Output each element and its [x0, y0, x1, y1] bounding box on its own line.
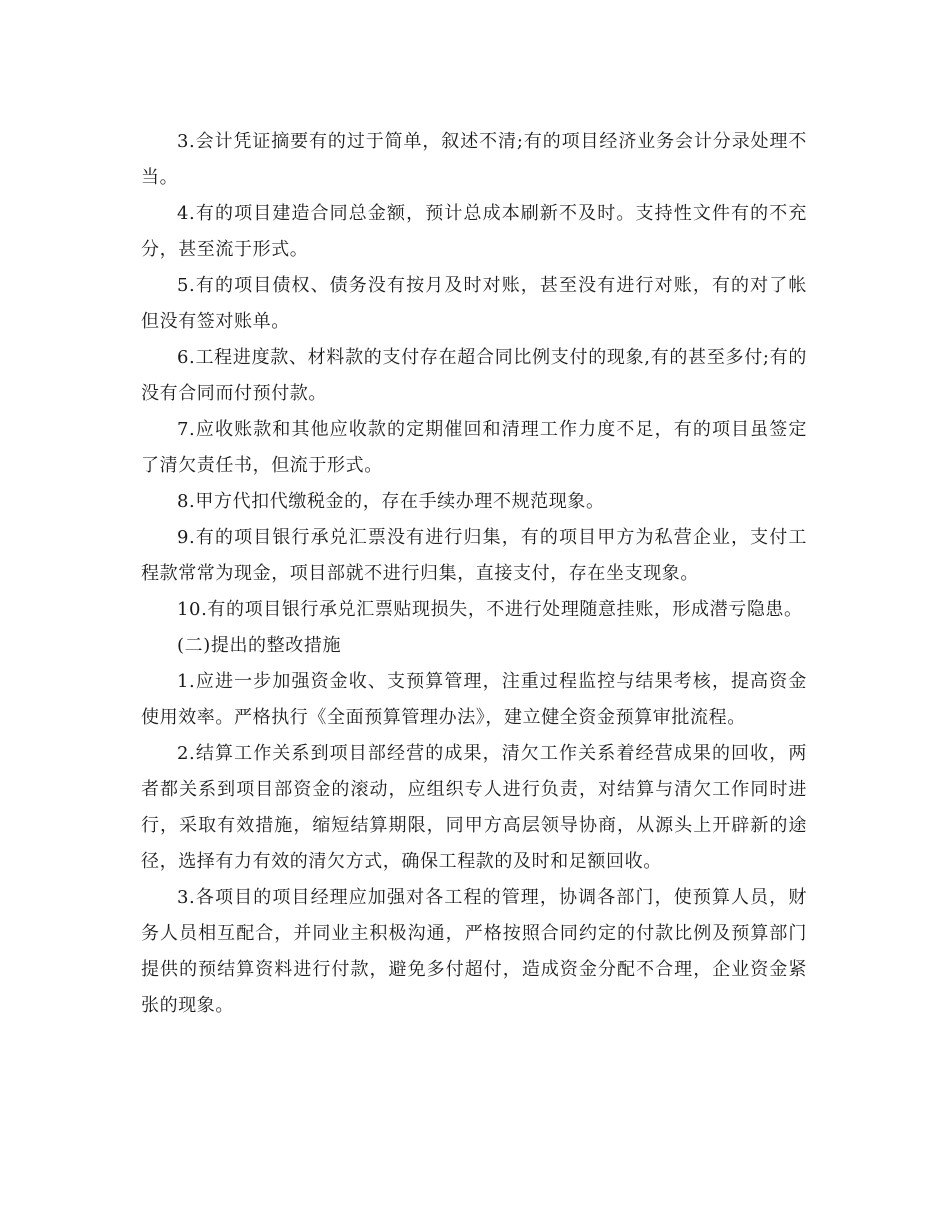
- paragraph-issue-10: 10.有的项目银行承兑汇票贴现损失，不进行处理随意挂账，形成潜亏隐患。: [177, 599, 803, 620]
- paragraph-measure-2: 2.结算工作关系到项目部经营的成果，清欠工作关系着经营成果的回收，两者都关系到项目部资金的滚动，应组织专人进行负责，对结算与清欠工作同时进行，采取有效措施，缩短结算期限，同甲方高层领导协商，从源头上开辟新的途径，选择有力有效的清欠方式，确保工程款的及时和足额回收。: [141, 743, 807, 872]
- paragraph-issue-5: 5.有的项目债权、债务没有按月及时对账，甚至没有进行对账，有的对了帐但没有签对账单。: [141, 275, 807, 332]
- paragraph-measure-1: 1.应进一步加强资金收、支预算管理，注重过程监控与结果考核，提高资金使用效率。严格执行《全面预算管理办法》，建立健全资金预算审批流程。: [141, 671, 807, 728]
- section-heading-measures: (二)提出的整改措施: [177, 635, 342, 656]
- document-body: [141, 124, 807, 1024]
- paragraph-issue-4: 4.有的项目建造合同总金额，预计总成本刷新不及时。支持性文件有的不充分，甚至流于形式。: [141, 203, 807, 260]
- paragraph-issue-9: 9.有的项目银行承兑汇票没有进行归集，有的项目甲方为私营企业，支付工程款常常为现金，项目部就不进行归集，直接支付，存在坐支现象。: [141, 527, 807, 584]
- paragraph-issue-3: 3.会计凭证摘要有的过于简单，叙述不清;有的项目经济业务会计分录处理不当。: [141, 131, 807, 188]
- paragraph-issue-7: 7.应收账款和其他应收款的定期催回和清理工作力度不足，有的项目虽签定了清欠责任书，但流于形式。: [141, 419, 807, 476]
- paragraph-issue-6: 6.工程进度款、材料款的支付存在超合同比例支付的现象,有的甚至多付;有的没有合同而付预付款。: [141, 347, 807, 404]
- paragraph-measure-3: 3.各项目的项目经理应加强对各工程的管理，协调各部门，使预算人员，财务人员相互配合，并同业主积极沟通，严格按照合同约定的付款比例及预算部门提供的预结算资料进行付款，避免多付超付，造成资金分配不合理，企业资金紧张的现象。: [141, 887, 807, 1016]
- paragraph-issue-8: 8.甲方代扣代缴税金的，存在手续办理不规范现象。: [177, 491, 605, 512]
